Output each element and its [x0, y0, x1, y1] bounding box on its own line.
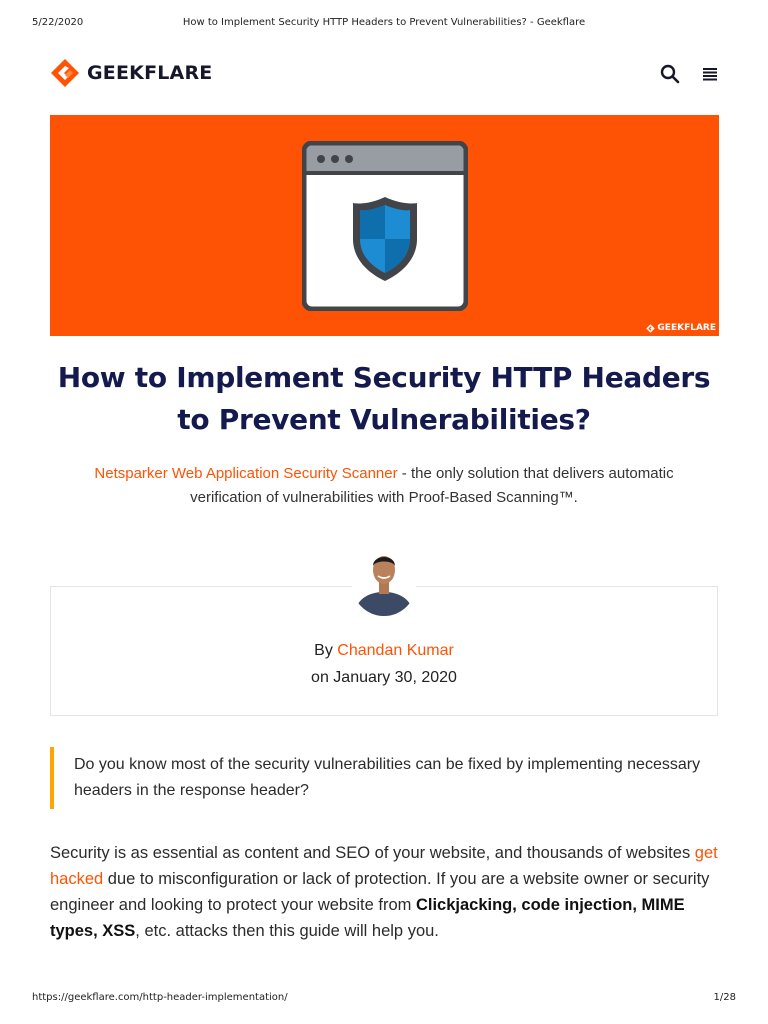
print-page-number: 1/28	[713, 992, 736, 1003]
logo-wordmark: GEEKFLARE	[87, 62, 213, 84]
menu-icon[interactable]	[702, 66, 718, 82]
browser-window-illustration	[302, 141, 468, 311]
print-header	[32, 17, 736, 31]
article-title: How to Implement Security HTTP Headers to Prevent Vulnerabilities?	[57, 361, 711, 436]
hero-image	[50, 115, 719, 336]
callout-text: Do you know most of the security vulnerabilities can be fixed by implementing necessary headers in the response header?	[74, 756, 701, 799]
geekflare-logo-icon	[646, 324, 655, 333]
search-icon[interactable]	[660, 64, 680, 84]
print-doc-title: How to Implement Security HTTP Headers to Prevent Vulnerabilities? - Geekflare	[182, 17, 586, 28]
print-footer	[32, 992, 736, 1006]
promo-link[interactable]: Netsparker Web Application Security Scanner	[94, 465, 398, 482]
print-url: https://geekflare.com/http-header-implementation/	[32, 992, 288, 1003]
site-header	[50, 56, 718, 96]
author-avatar[interactable]	[352, 540, 416, 616]
promo-text: Netsparker Web Application Security Scanner - the only solution that delivers automatic verification of vulnerabilities with Proof-Based Scanning™.	[94, 465, 674, 506]
callout-quote	[50, 747, 718, 809]
author-link[interactable]: Chandan Kumar	[337, 642, 454, 659]
body-paragraph: Security is as essential as content and SEO of your website, and thousands of websites get hacked due to misconfiguration or lack of protection. If you are a website owner or security engineer and looking to protect your website from Clickjacking, code injection, MIME types, XSS, etc. attacks then this guide will help you.	[50, 844, 718, 940]
geekflare-logo-icon	[50, 58, 80, 88]
print-date: 5/22/2020	[32, 17, 84, 28]
get-hacked-link[interactable]: get hacked	[50, 844, 718, 888]
byline: By Chandan Kumar on January 30, 2020	[50, 637, 718, 691]
hero-watermark: GEEKFLARE	[646, 323, 716, 333]
site-logo[interactable]	[50, 58, 212, 88]
publish-date: on January 30, 2020	[311, 669, 457, 686]
